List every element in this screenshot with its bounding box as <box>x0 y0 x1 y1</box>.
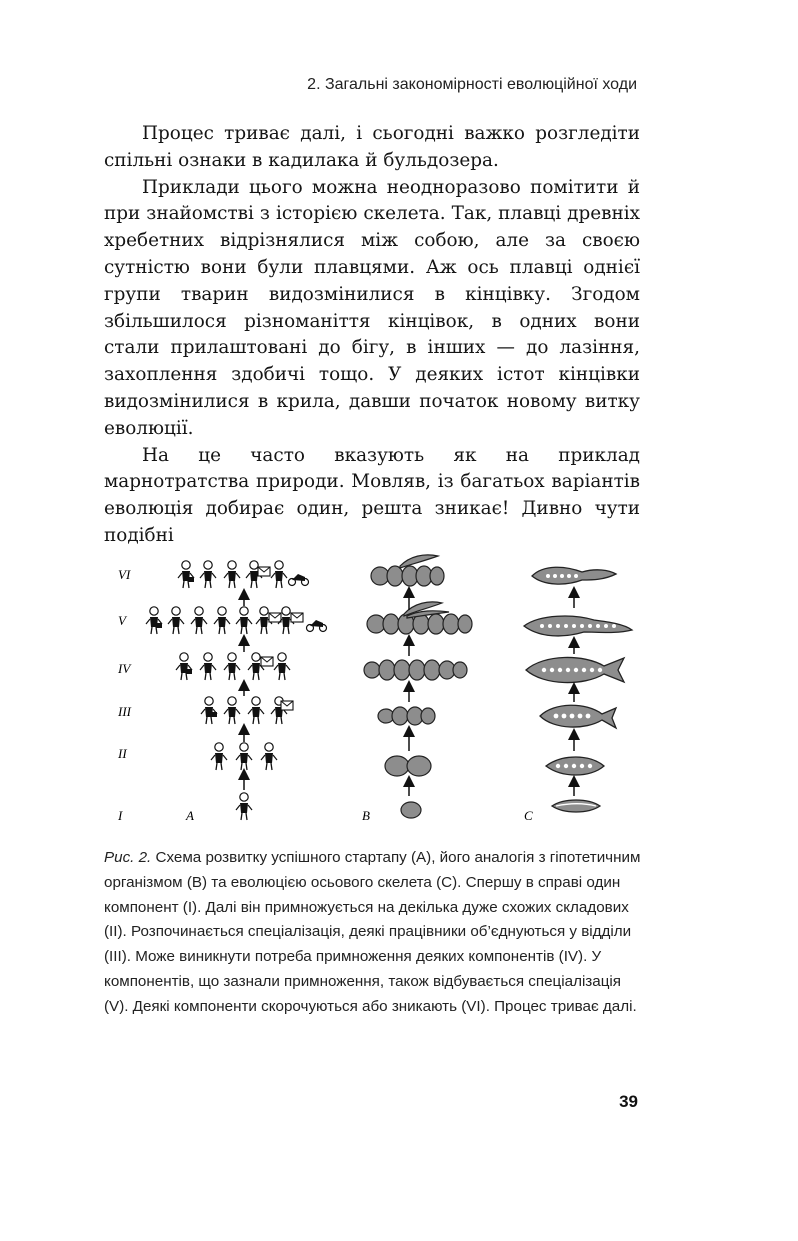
organism-diagram <box>364 555 472 818</box>
figure-illustration <box>104 548 640 838</box>
paragraph: На це часто вказують як на приклад марнотратства природи. Мовляв, із багатьох варіантів еволюція добирає один, решта зникає! Дивно чути подібні <box>104 444 640 546</box>
column-label-a: A <box>186 808 194 823</box>
paragraph: Приклади цього можна неодноразово помітити й при знайомстві з історією скелета. Так, плавці древніх хребетних відрізнялися між собою, але за своєю сутністю вони були плавцями. Аж ось плавці однієї групи тварин видозмінилися в кінцівку. Згодом збільшилося різноманіття кінцівок, в одних вони стали прилаштовані до бігу, в інших — до лазіння, захоплення здобичі тощо. У деяких істот кінцівки видозмінилися в крила, давши початок новому витку еволюції. <box>104 176 640 439</box>
body-text <box>104 121 640 550</box>
page-number: 39 <box>619 1092 638 1111</box>
row-label-iii: III <box>118 704 131 719</box>
row-label-vi: VI <box>118 567 131 582</box>
row-label-i: I <box>118 808 123 823</box>
caption-label: Рис. 2. <box>104 849 152 866</box>
running-header: 2. Загальні закономірності еволюційної ходи <box>307 76 637 93</box>
figure-caption <box>104 846 644 1020</box>
row-label-ii: II <box>118 746 127 761</box>
skeleton-diagram <box>524 567 632 812</box>
row-label-iv: IV <box>118 661 131 676</box>
column-label-b: B <box>362 808 370 823</box>
paragraph: Процес триває далі, і сьогодні важко розгледіти спільні ознаки в кадилака й бульдозера. <box>104 123 640 171</box>
startup-people-diagram <box>146 561 327 820</box>
evolution-figure <box>104 548 640 838</box>
column-label-c: C <box>524 808 533 823</box>
row-label-v: V <box>118 613 126 628</box>
caption-text: Схема розвитку успішного стартапу (A), його аналогія з гіпотетичним організмом (B) та еволюцією осьового скелета (C). Спершу в справі один компонент (I). Далі він примножується на декілька дуже схожих складових (II). Розпочинається спеціалізація, деякі працівники об’єднуються у відділи (III). Може виникнути потреба примноження деяких компонентів (IV). У компонентів, що зазнали примноження, також відбувається спеціалізація (V). Деякі компоненти скорочуються або зникають (VI). Процес триває далі. <box>104 849 641 1015</box>
